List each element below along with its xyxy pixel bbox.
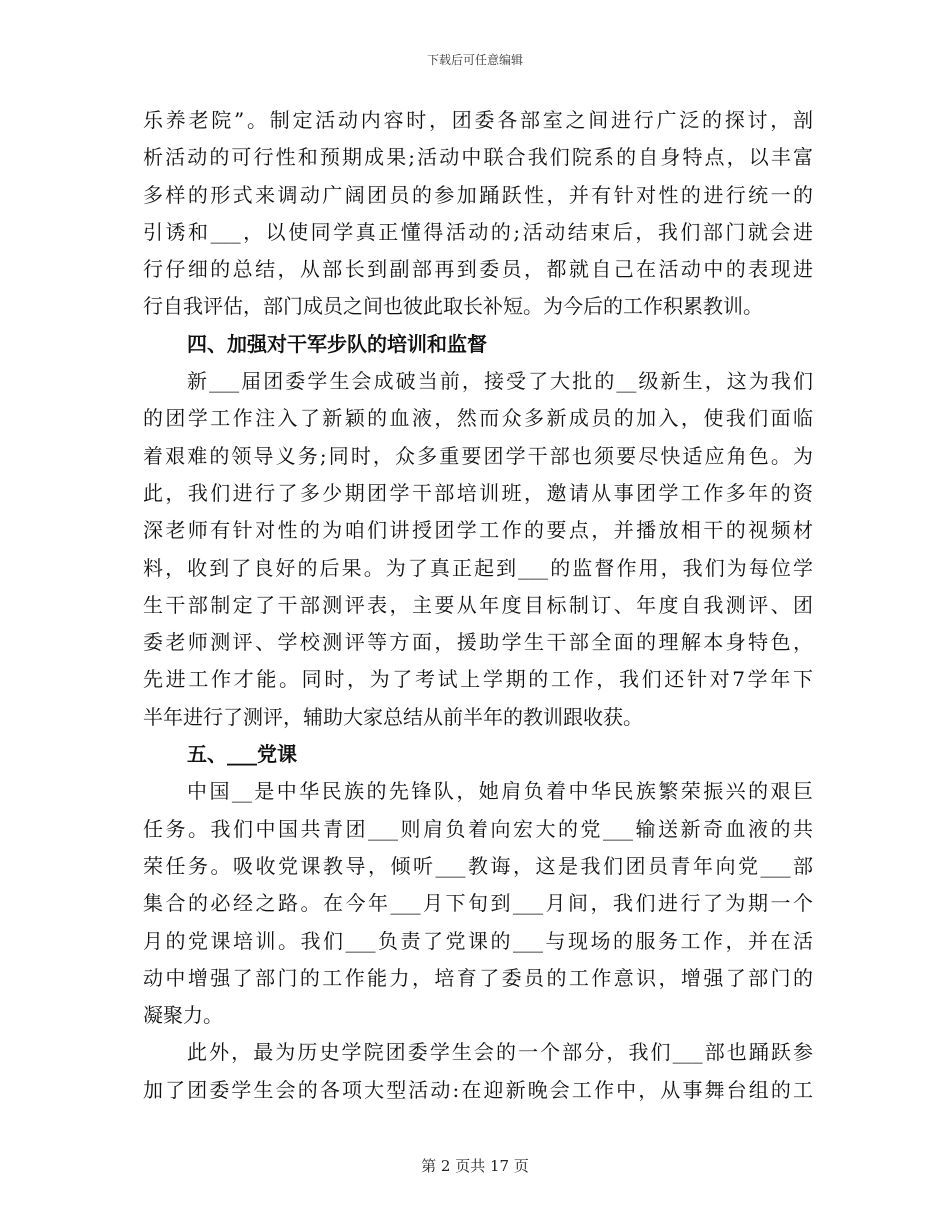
- paragraph-line: 行自我评估，部门成员之间也彼此取长补短。为今后的工作积累教训。: [143, 294, 763, 319]
- page-header: 下载后可任意编辑: [426, 53, 523, 67]
- paragraph-line: 加了团委学生会的各项大型活动:在迎新晚会工作中，从事舞台组的工: [143, 1077, 813, 1102]
- paragraph-line: 行仔细的总结，从部长到副部再到委员，都就自己在活动中的表现进: [143, 257, 813, 282]
- paragraph-line: 月的党课培训。我们___负责了党课的___与现场的服务工作，并在活: [143, 928, 813, 953]
- paragraph-line: 凝聚力。: [143, 1003, 223, 1028]
- paragraph-line: 任务。我们中国共青团___则肩负着向宏大的党___输送新奇血液的共: [143, 816, 813, 841]
- document-body: [143, 102, 813, 1109]
- paragraph-line: 半年进行了测评，辅助大家总结从前半年的教训跟收获。: [143, 704, 643, 729]
- paragraph-line: 先进工作才能。同时，为了考试上学期的工作，我们还针对7学年下: [143, 667, 813, 692]
- page-number: 第 2 页共 17 页: [421, 1157, 529, 1175]
- paragraph-line: 料，收到了良好的后果。为了真正起到___的监督作用，我们为每位学: [143, 555, 813, 580]
- paragraph-line: 动中增强了部门的工作能力，培育了委员的工作意识，增强了部门的: [143, 965, 813, 990]
- paragraph-line: 此，我们进行了多少期团学干部培训班，邀请从事团学工作多年的资: [143, 480, 813, 505]
- paragraph-line: 新___届团委学生会成破当前，接受了大批的__级新生，这为我们: [187, 369, 813, 394]
- paragraph-line: 着艰难的领导义务;同时，众多重要团学干部也须要尽快适应角色。为: [143, 443, 813, 468]
- paragraph-line: 深老师有针对性的为咱们讲授团学工作的要点，并播放相干的视频材: [143, 518, 813, 543]
- paragraph-line: 引诱和___，以使同学真正懂得活动的;活动结束后，我们部门就会进: [143, 219, 813, 244]
- paragraph-line: 析活动的可行性和预期成果;活动中联合我们院系的自身特点，以丰富: [143, 145, 813, 170]
- section-heading-5: 五、___党课: [187, 742, 297, 767]
- paragraph-line: 荣任务。吸收党课教导，倾听___教诲，这是我们团员青年向党___部: [143, 853, 813, 878]
- section-heading-4: 四、加强对干军步队的培训和监督: [187, 331, 487, 356]
- paragraph-line: 多样的形式来调动广阔团员的参加踊跃性，并有针对性的进行统一的: [143, 182, 813, 207]
- paragraph-line: 的团学工作注入了新颖的血液，然而众多新成员的加入，使我们面临: [143, 406, 813, 431]
- paragraph-line: 委老师测评、学校测评等方面，援助学生干部全面的理解本身特色，: [143, 630, 813, 655]
- paragraph-line: 生干部制定了干部测评表，主要从年度目标制订、年度自我测评、团: [143, 592, 813, 617]
- paragraph-line: 中国__是中华民族的先锋队，她肩负着中华民族繁荣振兴的艰巨: [187, 779, 813, 804]
- paragraph-line: 此外，最为历史学院团委学生会的一个部分，我们___部也踊跃参: [187, 1040, 813, 1065]
- paragraph-line: 集合的必经之路。在今年___月下旬到___月间，我们进行了为期一个: [143, 891, 813, 916]
- paragraph-line: 乐养老院”。制定活动内容时，团委各部室之间进行广泛的探讨，剖: [143, 108, 813, 132]
